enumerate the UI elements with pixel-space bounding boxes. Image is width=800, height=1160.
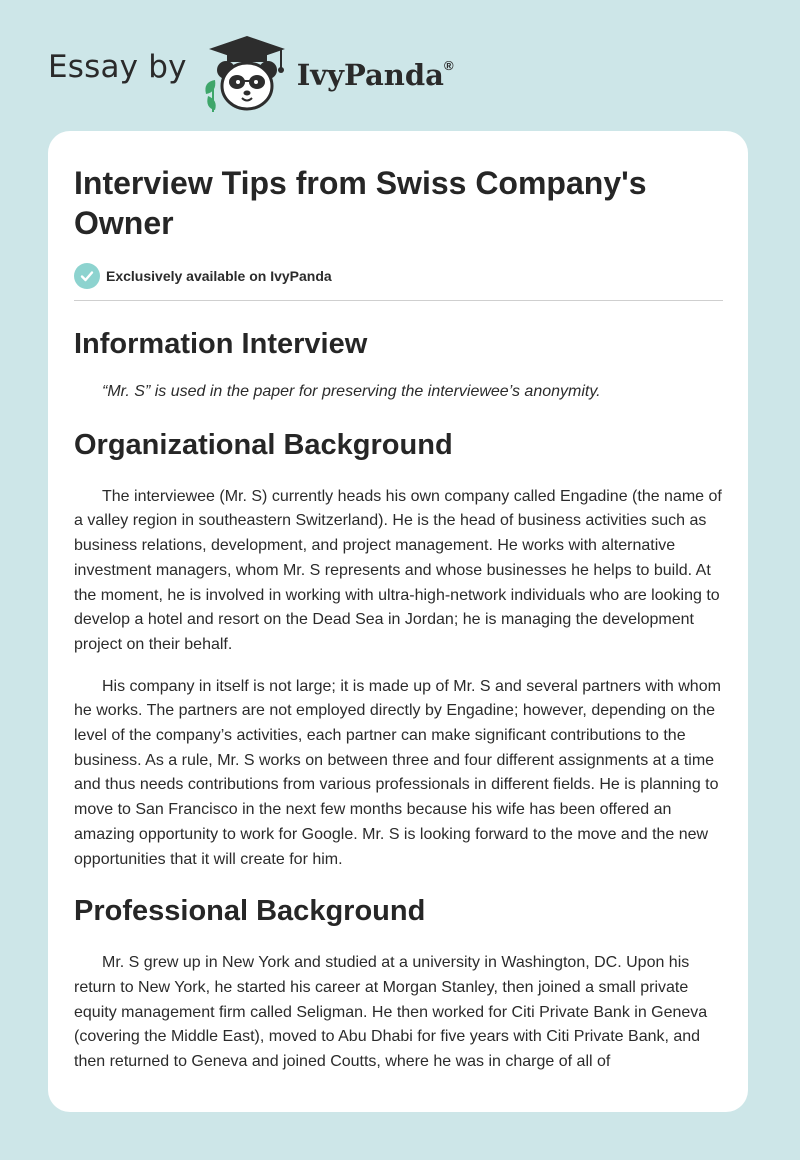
panda-logo-icon[interactable] (201, 34, 293, 116)
section-paragraph: His company in itself is not large; it is made up of Mr. S and several partners with whom he works. The partners are not employed directly by Engadine; however, depending on the level of the company’s activities, each partner can make significant contributions to the business. As a rule, Mr. S works on between three and four different assignments at a time and thus needs contributions from various professionals in different fields. He is planning to move to San Francisco in the next few months because his wife has been offered an amazing opportunity to work for Google. Mr. S is looking forward to the move and the new opportunities that it will create for him. (74, 677, 721, 868)
essay-content (74, 163, 723, 1075)
check-icon (74, 263, 100, 289)
section-heading: Information Interview (74, 328, 368, 360)
section-heading: Organizational Background (74, 428, 453, 461)
exclusive-badge (74, 263, 723, 301)
essay-title: Interview Tips from Swiss Company's Owner (74, 165, 647, 241)
badge-label: Exclusively available on IvyPanda (106, 268, 332, 284)
site-header (48, 28, 454, 118)
essay-by-label: Essay by (48, 49, 187, 85)
registered-mark: ® (443, 58, 454, 74)
essay-card (48, 131, 748, 1112)
section-heading: Professional Background (74, 895, 426, 928)
brand-name-text: IvyPanda (296, 58, 444, 92)
section-paragraph: The interviewee (Mr. S) currently heads his own company called Engadine (the name of a valley region in southeastern Switzerland). He is the head of business activities such as business relations, development, and project management. He works with alternative investment managers, whom Mr. S represents and whose businesses he helps to build. At the moment, he is involved in working with ultra-high-network individuals who are looking to develop a hotel and resort on the Dead Sea in Jordan; he is managing the development project on their behalf. (74, 487, 722, 653)
section-paragraph: Mr. S grew up in New York and studied at a university in Washington, DC. Upon his return to New York, he started his career at Morgan Stanley, then joined a small private equity management firm called Seligman. He then worked for Citi Private Bank in Geneva (covering the Middle East), moved to Abu Dhabi for five years with Citi Private Bank, and then returned to Geneva and joined Coutts, where he was in charge of all of (74, 954, 708, 1071)
brand-name (297, 58, 454, 92)
section-paragraph: “Mr. S” is used in the paper for preserving the interviewee’s anonymity. (102, 383, 601, 400)
